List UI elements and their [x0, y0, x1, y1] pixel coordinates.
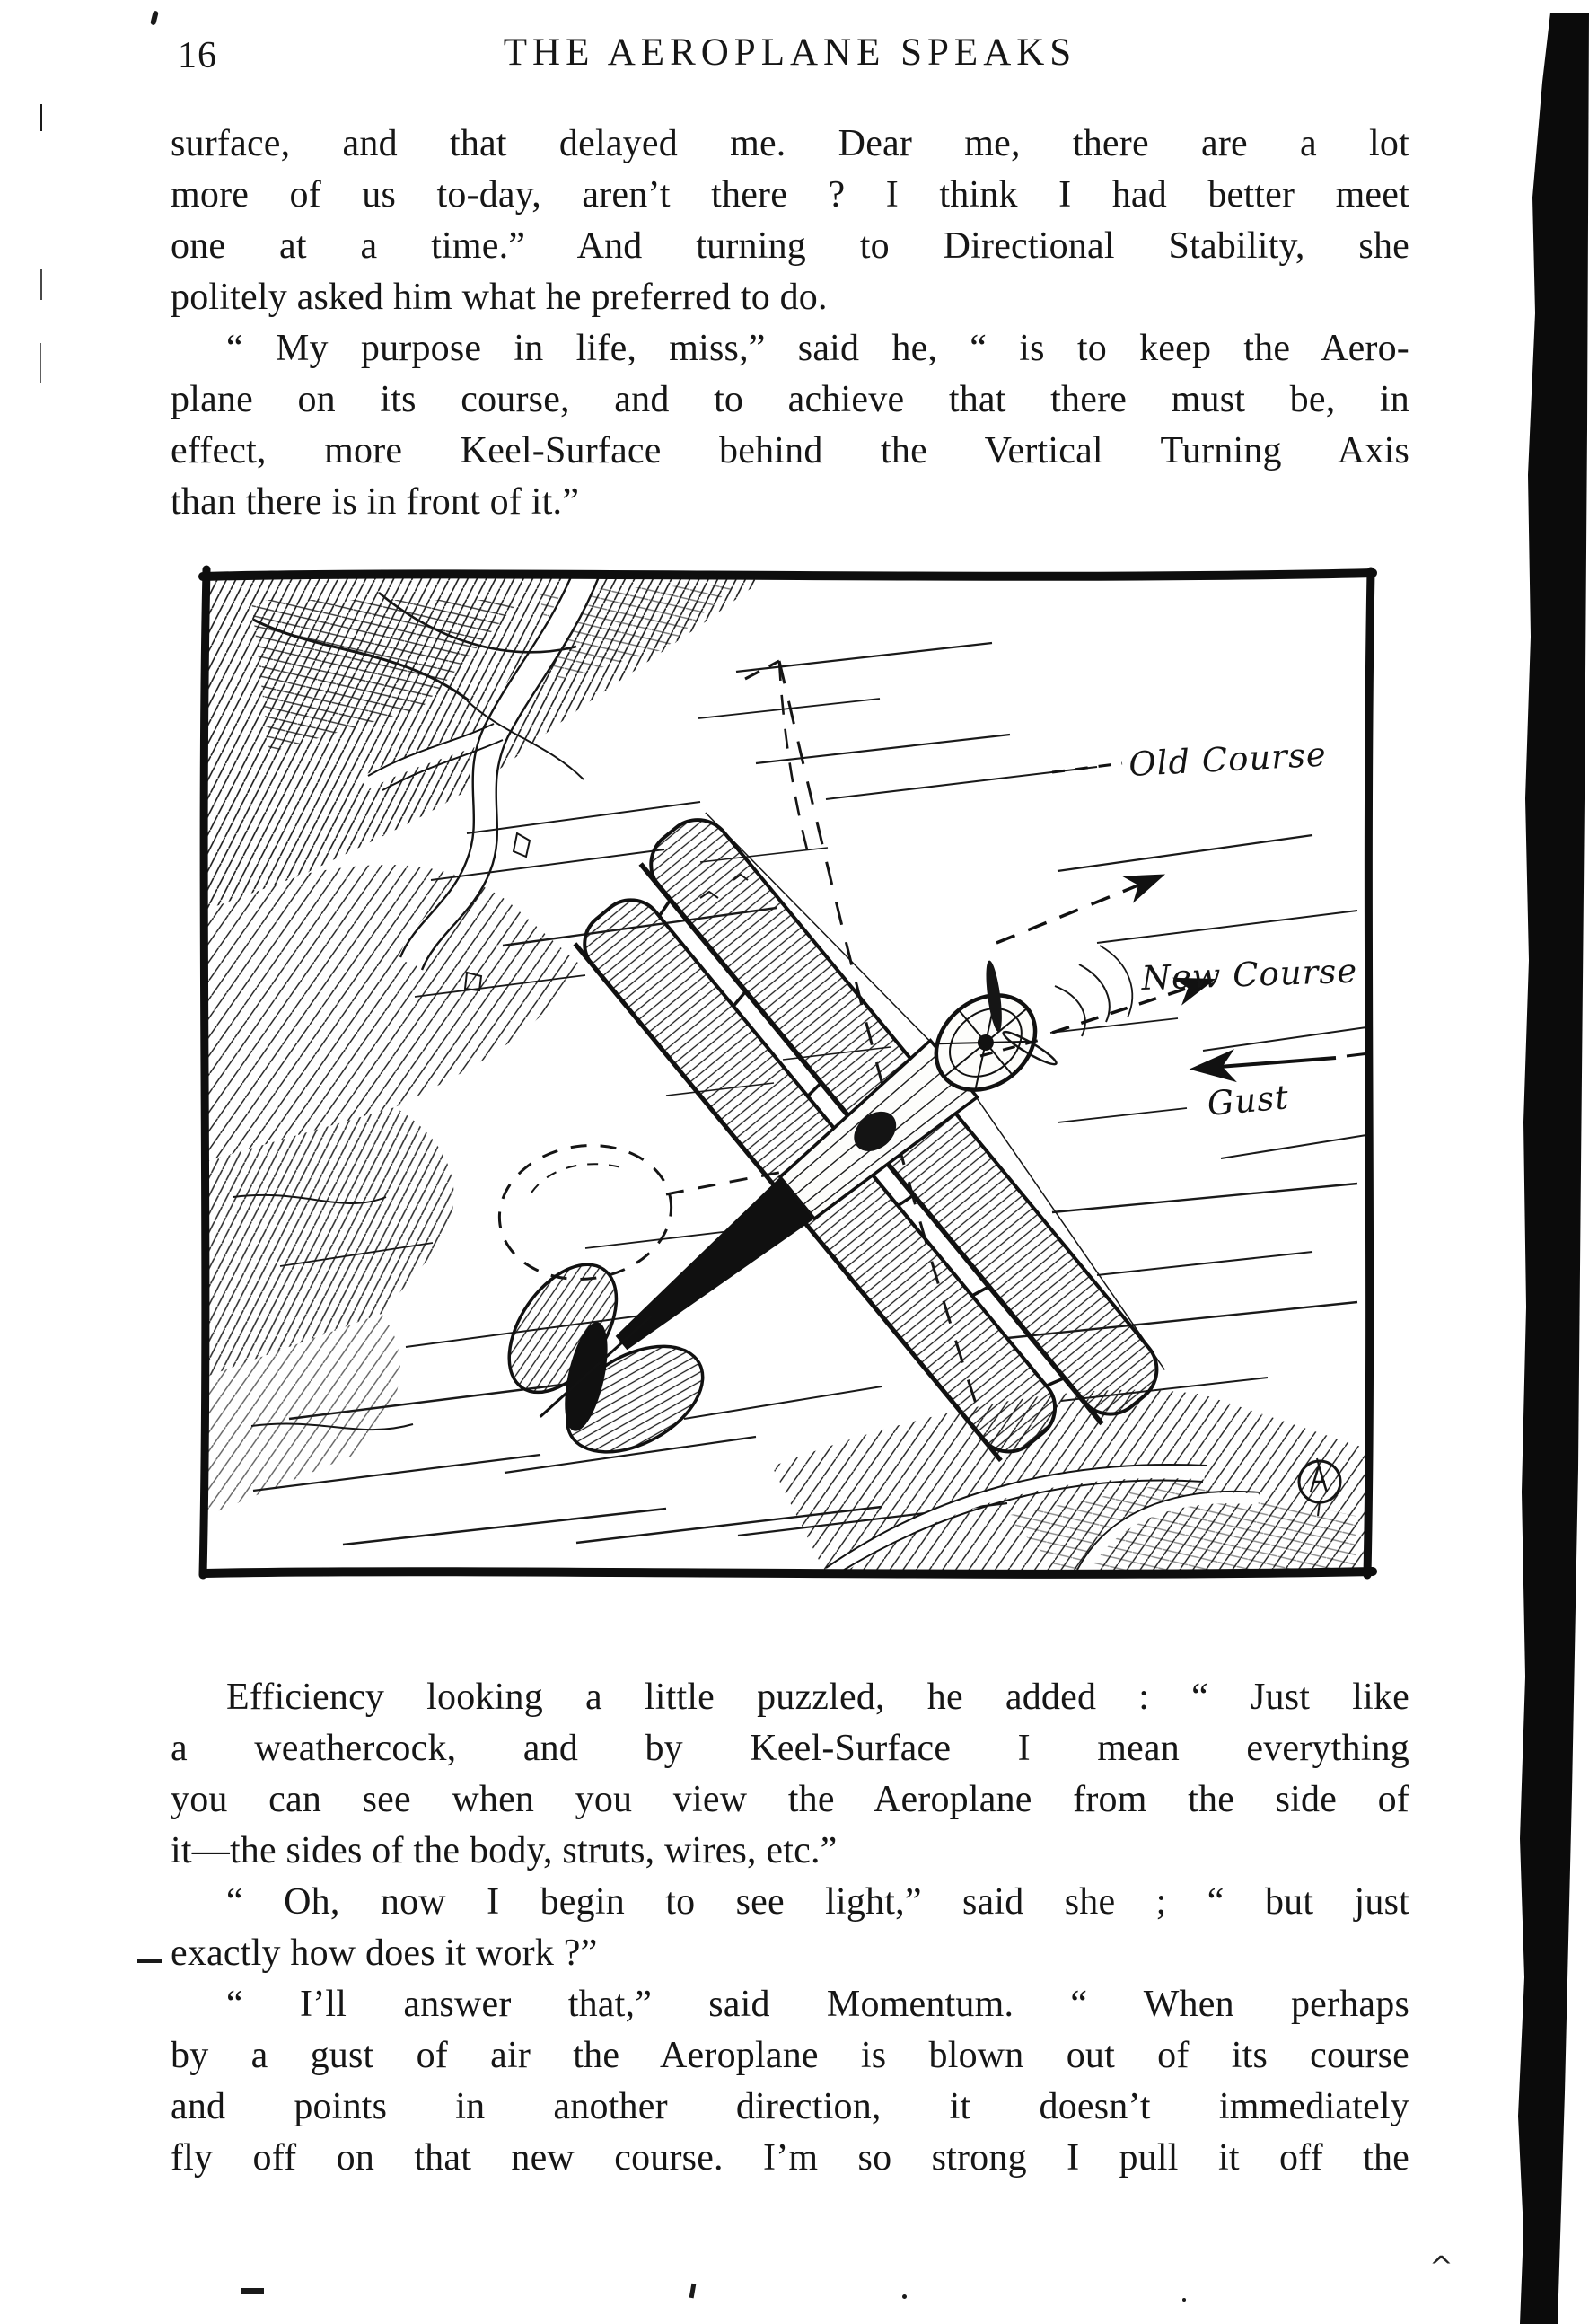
text-line: surface, and that delayed me. Dear me, there are a lot	[171, 123, 1409, 164]
gust-label: Gust	[1206, 1078, 1291, 1123]
scan-artifact	[40, 104, 42, 131]
text-line: and points in another direction, it doesn’t immediately	[171, 2086, 1409, 2127]
text-line: effect, more Keel-Surface behind the Vertical Turning Axis	[171, 430, 1409, 471]
scan-artifact	[1182, 2298, 1186, 2302]
text-line: fly off on that new course. I’m so strong I pull it off the	[171, 2137, 1409, 2179]
text-line: you can see when you view the Aeroplane from the side of	[171, 1779, 1409, 1820]
text-line: by a gust of air the Aeroplane is blown out of its course	[171, 2035, 1409, 2076]
running-title: THE AEROPLANE SPEAKS	[503, 31, 1077, 74]
figure-illustration	[198, 564, 1378, 1580]
old-course-label: Old Course	[1128, 735, 1328, 784]
paragraph	[171, 1877, 1409, 1979]
text-line: politely asked him what he preferred to do.	[171, 277, 828, 318]
text-line: “ My purpose in life, miss,” said he, “ is to keep the Aero-	[226, 328, 1409, 369]
text-line: more of us to-day, aren’t there ? I think I had better meet	[171, 174, 1409, 216]
scan-artifact: ^	[1429, 2249, 1453, 2284]
text-line: a weathercock, and by Keel-Surface I mean everything	[171, 1728, 1409, 1769]
scan-artifact	[150, 11, 159, 26]
text-line: plane on its course, and to achieve that there must be, in	[171, 379, 1409, 420]
scan-artifact	[241, 2288, 264, 2294]
text-line: exactly how does it work ?”	[171, 1932, 598, 1974]
scan-artifact	[137, 1959, 162, 1963]
text-block-bottom	[171, 1672, 1409, 2184]
paragraph	[171, 323, 1409, 528]
text-block-top	[171, 119, 1409, 528]
spine-shadow	[1513, 13, 1589, 2324]
text-line: “ Oh, now I begin to see light,” said she ; “ but just	[226, 1881, 1409, 1923]
scan-artifact	[902, 2294, 907, 2299]
aeroplane-gust-drawing	[198, 564, 1378, 1580]
text-line: one at a time.” And turning to Directional Stability, she	[171, 225, 1409, 267]
page-number: 16	[178, 35, 217, 76]
text-line: Efficiency looking a little puzzled, he added : “ Just like	[226, 1677, 1409, 1718]
scan-artifact	[40, 269, 42, 300]
text-line: it—the sides of the body, struts, wires, etc.”	[171, 1830, 838, 1871]
text-line: “ I’ll answer that,” said Momentum. “ When perhaps	[226, 1984, 1409, 2025]
scan-artifact	[40, 343, 41, 383]
scan-artifact	[689, 2284, 697, 2299]
paragraph	[171, 1979, 1409, 2184]
text-line: than there is in front of it.”	[171, 481, 580, 523]
paragraph	[171, 1672, 1409, 1877]
paragraph	[171, 119, 1409, 323]
new-course-label: New Course	[1140, 951, 1358, 998]
